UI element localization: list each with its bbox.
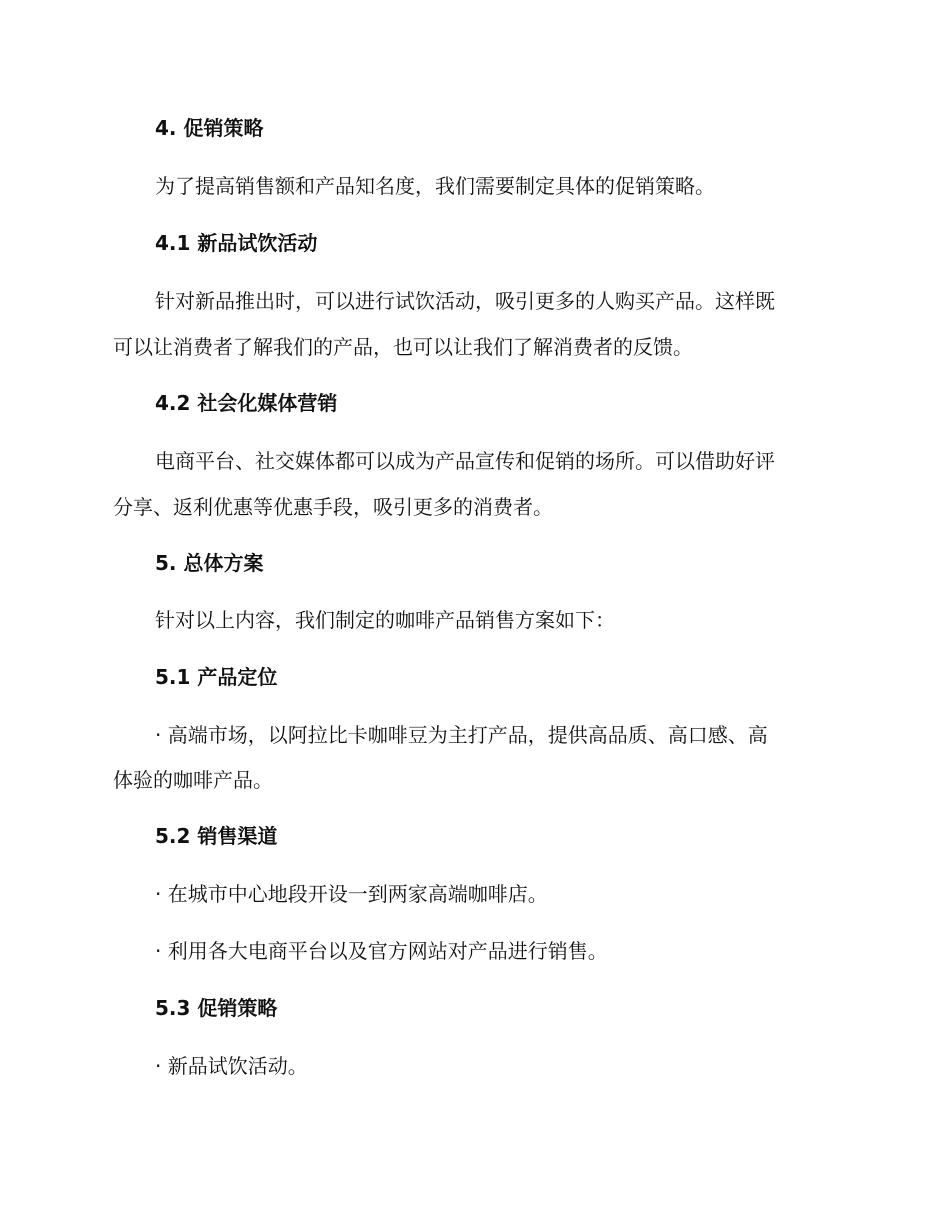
section-5-1-bullet-line-2: 体验的咖啡产品。 xyxy=(113,768,273,792)
section-4-2-paragraph-line-1: 电商平台、社交媒体都可以成为产品宣传和促销的场所。可以借助好评 xyxy=(155,449,775,473)
section-4-heading: 4. 促销策略 xyxy=(155,116,264,140)
section-4-1-heading: 4.1 新品试饮活动 xyxy=(155,231,318,255)
section-4-2-heading: 4.2 社会化媒体营销 xyxy=(155,391,338,415)
section-5-2-bullet-1: · 在城市中心地段开设一到两家高端咖啡店。 xyxy=(155,882,548,906)
section-4-2-paragraph-line-2: 分享、返利优惠等优惠手段，吸引更多的消费者。 xyxy=(113,495,553,519)
section-5-heading: 5. 总体方案 xyxy=(155,551,264,575)
section-5-2-heading: 5.2 销售渠道 xyxy=(155,824,278,848)
section-4-1-paragraph-line-2: 可以让消费者了解我们的产品，也可以让我们了解消费者的反馈。 xyxy=(113,335,693,359)
section-5-3-bullet-1: · 新品试饮活动。 xyxy=(155,1054,308,1078)
section-5-3-heading: 5.3 促销策略 xyxy=(155,996,278,1020)
section-4-intro: 为了提高销售额和产品知名度，我们需要制定具体的促销策略。 xyxy=(155,174,715,198)
section-5-2-bullet-2: · 利用各大电商平台以及官方网站对产品进行销售。 xyxy=(155,939,608,963)
section-5-intro: 针对以上内容，我们制定的咖啡产品销售方案如下： xyxy=(155,608,615,632)
section-5-1-heading: 5.1 产品定位 xyxy=(155,665,278,689)
section-5-1-bullet-line-1: · 高端市场，以阿拉比卡咖啡豆为主打产品，提供高品质、高口感、高 xyxy=(155,723,768,747)
section-4-1-paragraph-line-1: 针对新品推出时，可以进行试饮活动，吸引更多的人购买产品。这样既 xyxy=(155,289,775,313)
